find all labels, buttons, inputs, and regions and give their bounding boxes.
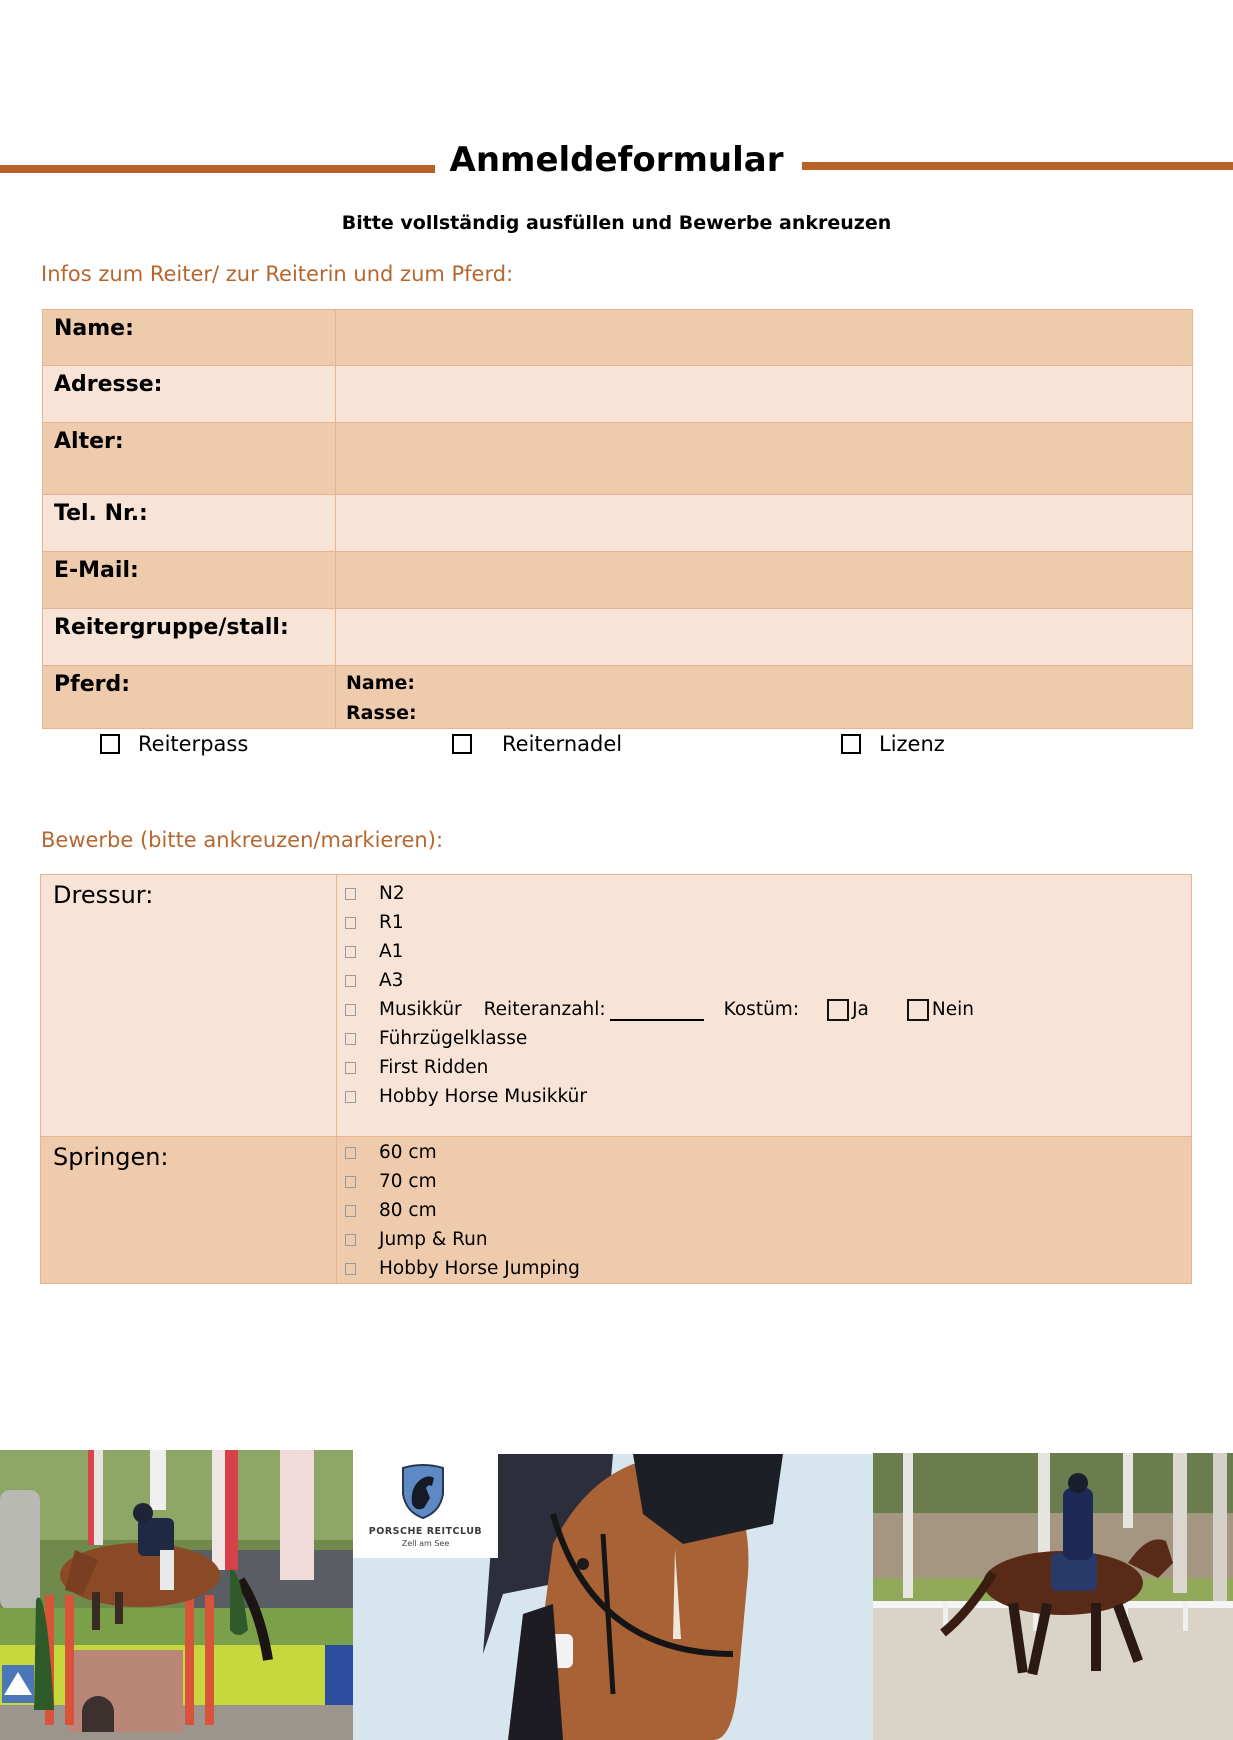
horse-label: Pferd:	[43, 666, 336, 729]
name-field[interactable]	[336, 310, 1193, 366]
table-row	[43, 423, 1193, 495]
checkbox-icon[interactable]	[345, 1062, 356, 1074]
horse-breed-label: Rasse:	[346, 702, 417, 724]
license-checkboxes	[0, 732, 1233, 762]
events-section-heading: Bewerbe (bitte ankreuzen/markieren):	[41, 828, 444, 852]
dressur-row	[41, 875, 1192, 1137]
checkbox-icon[interactable]	[345, 975, 356, 987]
show-jumping-photo	[0, 1450, 353, 1740]
shield-horse-icon	[400, 1464, 446, 1520]
event-item-fuehrzuegelklasse[interactable]	[343, 1024, 1191, 1053]
table-row	[43, 552, 1193, 609]
costume-no-label: Nein	[931, 999, 974, 1020]
horse-name-label: Name:	[346, 672, 416, 694]
lizenz-label: Lizenz	[879, 732, 945, 756]
page-title: Anmeldeformular	[449, 140, 784, 180]
costume-no-checkbox[interactable]	[907, 999, 929, 1021]
horse-field[interactable]	[336, 666, 1193, 729]
table-row	[43, 366, 1193, 423]
logo-name: PORSCHE REITCLUB	[368, 1526, 483, 1537]
page-subtitle: Bitte vollständig ausfüllen und Bewerbe ankreuzen	[341, 212, 892, 234]
event-label: R1	[379, 912, 404, 933]
dressage-arena-illustration	[873, 1453, 1233, 1740]
event-item-a3[interactable]	[343, 966, 1191, 995]
event-item-hobby-horse-jumping[interactable]	[343, 1254, 1191, 1283]
costume-label: Kostüm:	[723, 999, 800, 1020]
dressur-label: Dressur:	[41, 875, 337, 1137]
event-item-60cm[interactable]	[343, 1138, 1191, 1167]
events-table	[40, 874, 1192, 1284]
costume-yes-checkbox[interactable]	[827, 999, 849, 1021]
rider-count-input[interactable]	[610, 999, 704, 1021]
reiterpass-checkbox[interactable]	[100, 732, 248, 756]
event-label: A1	[379, 941, 404, 962]
reiternadel-checkbox[interactable]	[452, 732, 622, 756]
checkbox-icon[interactable]	[345, 1234, 356, 1246]
phone-field[interactable]	[336, 495, 1193, 552]
checkbox-icon[interactable]	[345, 946, 356, 958]
springen-row	[41, 1137, 1192, 1284]
checkbox-icon[interactable]	[345, 1033, 356, 1045]
phone-label: Tel. Nr.:	[43, 495, 336, 552]
logo-location: Zell am See	[401, 1539, 450, 1548]
event-item-r1[interactable]	[343, 908, 1191, 937]
dressage-arena-photo	[873, 1453, 1233, 1740]
table-row	[43, 310, 1193, 366]
checkbox-icon[interactable]	[345, 888, 356, 900]
club-logo	[353, 1450, 498, 1558]
reiternadel-label: Reiternadel	[502, 732, 623, 756]
lizenz-checkbox[interactable]	[841, 732, 945, 756]
table-row	[43, 666, 1193, 729]
checkbox-icon[interactable]	[345, 1176, 356, 1188]
address-label: Adresse:	[43, 366, 336, 423]
reiterpass-label: Reiterpass	[138, 732, 249, 756]
event-item-hobby-horse-musikkuer[interactable]	[343, 1082, 1191, 1111]
rider-count-label: Reiteranzahl:	[483, 999, 606, 1020]
event-label: N2	[379, 883, 405, 904]
event-label: Hobby Horse Musikkür	[379, 1086, 587, 1107]
age-label: Alter:	[43, 423, 336, 495]
checkbox-icon[interactable]	[345, 1091, 356, 1103]
table-row	[43, 609, 1193, 666]
rider-info-table	[42, 309, 1193, 729]
event-item-a1[interactable]	[343, 937, 1191, 966]
event-label: Jump & Run	[379, 1229, 488, 1250]
riding-group-field[interactable]	[336, 609, 1193, 666]
checkbox-icon[interactable]	[345, 1263, 356, 1275]
table-row	[43, 495, 1193, 552]
event-item-first-ridden[interactable]	[343, 1053, 1191, 1082]
event-label: 70 cm	[379, 1171, 437, 1192]
event-item-70cm[interactable]	[343, 1167, 1191, 1196]
checkbox-square-icon[interactable]	[452, 734, 472, 754]
event-label: Hobby Horse Jumping	[379, 1258, 580, 1279]
event-label: Musikkür	[379, 999, 462, 1020]
age-field[interactable]	[336, 423, 1193, 495]
riding-group-label: Reitergruppe/stall:	[43, 609, 336, 666]
address-field[interactable]	[336, 366, 1193, 423]
event-label: First Ridden	[379, 1057, 489, 1078]
email-field[interactable]	[336, 552, 1193, 609]
event-label: 80 cm	[379, 1200, 437, 1221]
checkbox-icon[interactable]	[345, 1004, 356, 1016]
event-label: A3	[379, 970, 404, 991]
event-item-80cm[interactable]	[343, 1196, 1191, 1225]
info-section-heading: Infos zum Reiter/ zur Reiterin und zum Pferd:	[41, 262, 514, 286]
checkbox-icon[interactable]	[345, 1205, 356, 1217]
event-item-musikkuer[interactable]	[343, 995, 1191, 1024]
checkbox-square-icon[interactable]	[100, 734, 120, 754]
checkbox-icon[interactable]	[345, 1147, 356, 1159]
checkbox-icon[interactable]	[345, 917, 356, 929]
event-label: Führzügelklasse	[379, 1028, 528, 1049]
costume-yes-label: Ja	[852, 999, 869, 1020]
springen-label: Springen:	[41, 1137, 337, 1284]
event-item-jump-and-run[interactable]	[343, 1225, 1191, 1254]
event-item-n2[interactable]	[343, 879, 1191, 908]
name-label: Name:	[43, 310, 336, 366]
show-jumping-illustration	[0, 1450, 353, 1740]
email-label: E-Mail:	[43, 552, 336, 609]
event-label: 60 cm	[379, 1142, 437, 1163]
checkbox-square-icon[interactable]	[841, 734, 861, 754]
